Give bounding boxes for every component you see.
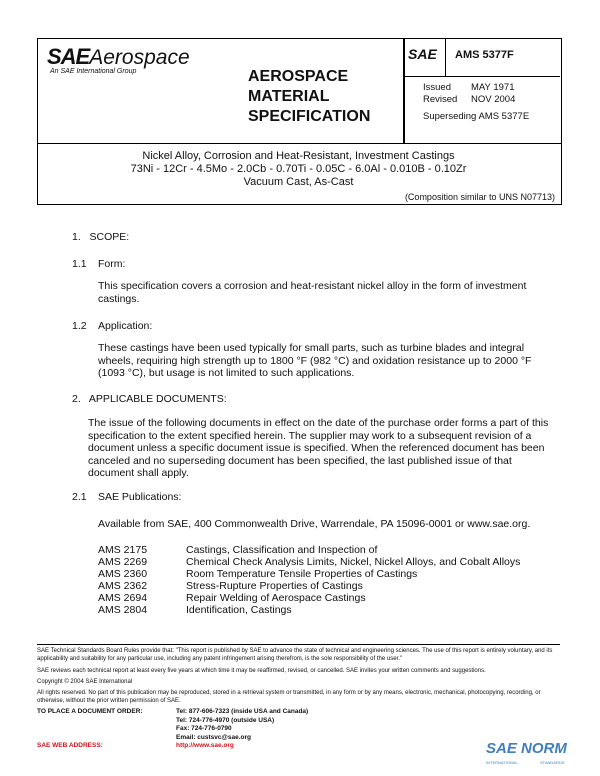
- header-logo-divider: [445, 38, 446, 76]
- section-1-1-number: 1.1: [72, 258, 87, 270]
- section-1-1-text: This specification covers a corrosion and heat-resistant nickel alloy in the form of investment castings.: [98, 280, 527, 305]
- logo-sae-text: SAE: [47, 44, 90, 69]
- document-title: Room Temperature Tensile Properties of Castings: [186, 568, 418, 580]
- material-line-1: Nickel Alloy, Corrosion and Heat-Resistant, Investment Castings: [142, 150, 455, 162]
- sae-norm-text: SAE NORM: [486, 740, 567, 757]
- revised-label: Revised: [423, 94, 458, 105]
- section-1-1-heading: Form:: [98, 258, 126, 270]
- section-2-1-heading: SAE Publications:: [98, 491, 182, 503]
- material-title: [37, 150, 560, 189]
- doc-number: AMS 5377F: [455, 49, 514, 61]
- document-title: Repair Welding of Aerospace Castings: [186, 592, 366, 604]
- document-code: AMS 2175: [98, 544, 148, 556]
- footer-rights: All rights reserved. No part of this publication may be reproduced, stored in a retrieval system or transmitted, in any form or by any means, electronic, mechanical, photocopying, recording, or otherwise, without the prior written permission of SAE.: [37, 690, 541, 704]
- document-code: AMS 2360: [98, 568, 148, 580]
- document-row: [98, 604, 292, 616]
- contact-line: Email: custsvc@sae.org: [176, 733, 251, 741]
- material-line-3: Vacuum Cast, As-Cast: [243, 176, 354, 188]
- contact-line: Fax: 724-776-0790: [176, 725, 232, 732]
- document-row: [98, 556, 521, 568]
- document-code: AMS 2694: [98, 592, 148, 604]
- section-1-2-heading: Application:: [98, 320, 153, 332]
- document-row: [98, 544, 378, 556]
- document-title: Castings, Classification and Inspection of: [186, 544, 378, 556]
- title-line-1: AEROSPACE: [248, 68, 349, 85]
- footer-review: SAE reviews each technical report at least every five years at which time it may be reaffirmed, revised, or cancelled. SAE invites your written comments and suggestions.: [37, 668, 486, 674]
- material-line-2: 73Ni - 12Cr - 4.5Mo - 2.0Cb - 0.70Ti - 0.05C - 6.0Al - 0.010B - 0.10Zr: [130, 163, 467, 175]
- section-2-1-text: Available from SAE, 400 Commonwealth Drive, Warrendale, PA 15096-0001 or www.sae.org.: [98, 518, 531, 530]
- document-code: AMS 2269: [98, 556, 148, 568]
- document-title: Identification, Castings: [186, 604, 292, 616]
- issued-label: Issued: [423, 82, 451, 93]
- document-row: [98, 568, 418, 580]
- composition-note: (Composition similar to UNS N07713): [404, 192, 555, 202]
- section-1-2-text: These castings have been used typically for small parts, such as turbine blades and integral wheels, requiring high strength up to 1800 °F (982 °C) and oxidation resistance up to 2000 °F (1093 °C), but usage is not limited to such applications.: [98, 342, 532, 379]
- section-2-heading: 2. APPLICABLE DOCUMENTS:: [72, 393, 227, 405]
- contact-block: [176, 708, 308, 742]
- document-row: [98, 592, 366, 604]
- logo-subtitle: An SAE International Group: [50, 68, 137, 75]
- logo-aerospace-text: Aerospace: [89, 46, 190, 69]
- section-1-heading: 1. SCOPE:: [72, 231, 130, 243]
- sae-small-logo: SAE: [408, 46, 437, 62]
- footer-divider: [37, 644, 560, 645]
- section-1-2-number: 1.2: [72, 320, 87, 332]
- footer-copyright: Copyright © 2004 SAE International: [37, 679, 133, 685]
- revised-date: NOV 2004: [471, 94, 516, 105]
- order-label: TO PLACE A DOCUMENT ORDER:: [37, 708, 143, 715]
- document-code: AMS 2362: [98, 580, 148, 592]
- section-2-text: The issue of the following documents in effect on the date of the purchase order forms a part of this specification to the extent specified herein. The supplier may work to a subsequent revision of a document unless a specific document issue is specified. When the referenced document has been canceled and no superseding document has been specified, the last published issue of that document shall apply.: [88, 417, 549, 479]
- issued-date: MAY 1971: [471, 82, 515, 93]
- footer-policy: SAE Technical Standards Board Rules provide that: "This report is published by SAE to advance the state of technical and engineering sciences. The use of this report is entirely voluntary, and its applicability and suitability for any particular use, including any patent infringement arising therefrom, is the sole responsibility of the user.": [37, 648, 553, 662]
- sae-aerospace-logo: [47, 44, 190, 70]
- title-line-2: MATERIAL: [248, 88, 330, 105]
- document-title: Chemical Check Analysis Limits, Nickel, Nickel Alloys, and Cobalt Alloys: [186, 556, 521, 568]
- norm-sub-left: INTERNATIONAL: [486, 760, 518, 765]
- contact-line: Tel: 724-776-4970 (outside USA): [176, 716, 275, 724]
- sae-norm-logo: [486, 740, 567, 758]
- document-row: [98, 580, 363, 592]
- norm-sub-right: STANDARDS: [540, 760, 565, 765]
- header-right-divider: [403, 76, 560, 77]
- document-title: Stress-Rupture Properties of Castings: [186, 580, 363, 592]
- section-2-1-number: 2.1: [72, 491, 87, 503]
- page-title: [248, 67, 370, 127]
- title-line-3: SPECIFICATION: [248, 108, 371, 125]
- web-url-link[interactable]: http://www.sae.org: [176, 742, 234, 749]
- document-code: AMS 2804: [98, 604, 148, 616]
- contact-line: Tel: 877-606-7323 (inside USA and Canada): [176, 708, 309, 715]
- superseding-note: Superseding AMS 5377E: [423, 111, 530, 122]
- web-label: SAE WEB ADDRESS:: [37, 742, 103, 749]
